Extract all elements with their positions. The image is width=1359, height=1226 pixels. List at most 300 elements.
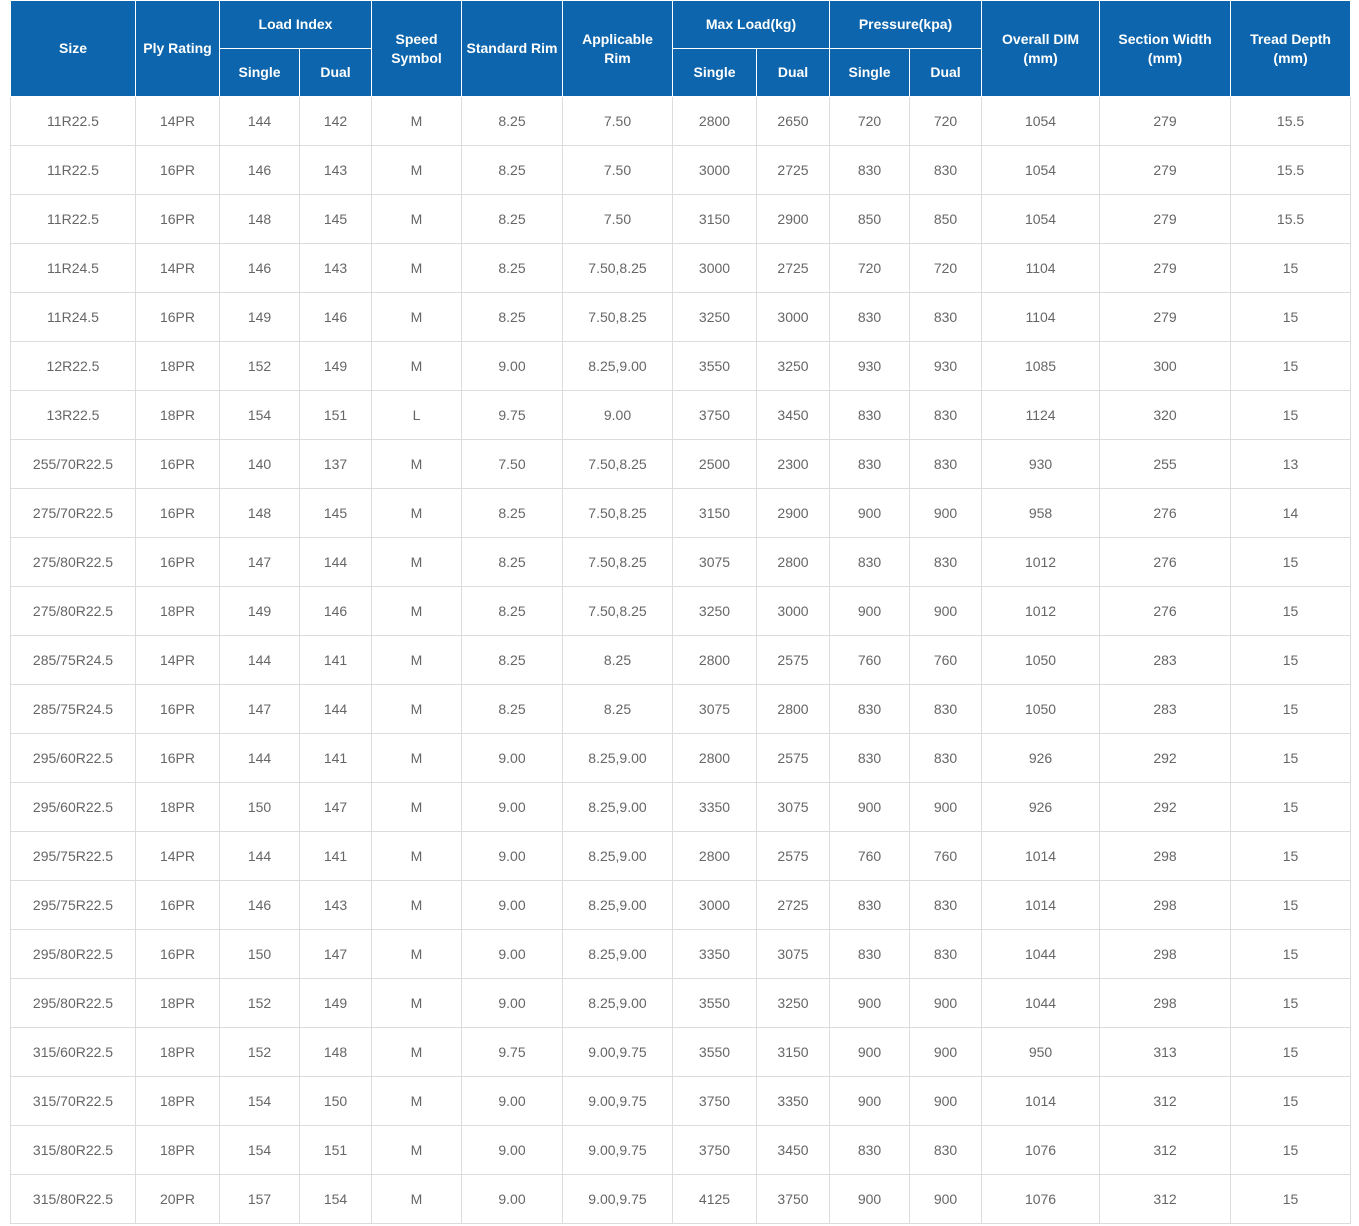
- cell-max-load-dual: 2725: [757, 146, 830, 195]
- cell-section-width: 279: [1100, 244, 1231, 293]
- cell-size: 315/70R22.5: [11, 1077, 136, 1126]
- table-row: [11, 342, 1351, 391]
- table-row: [11, 1126, 1351, 1175]
- cell-load-index-dual: 145: [300, 195, 372, 244]
- cell-load-index-single: 154: [220, 391, 300, 440]
- cell-overall-dim: 1014: [982, 881, 1100, 930]
- cell-pressure-dual: 900: [910, 1077, 982, 1126]
- cell-pressure-dual: 900: [910, 489, 982, 538]
- cell-load-index-dual: 147: [300, 783, 372, 832]
- table-row: [11, 293, 1351, 342]
- cell-applicable-rim: 7.50,8.25: [563, 293, 673, 342]
- cell-standard-rim: 7.50: [462, 440, 563, 489]
- cell-standard-rim: 9.00: [462, 1077, 563, 1126]
- cell-overall-dim: 1014: [982, 832, 1100, 881]
- cell-section-width: 279: [1100, 293, 1231, 342]
- cell-pressure-dual: 900: [910, 1175, 982, 1224]
- cell-applicable-rim: 8.25,9.00: [563, 832, 673, 881]
- cell-speed-symbol: M: [372, 636, 462, 685]
- cell-load-index-single: 144: [220, 97, 300, 146]
- table-row: [11, 783, 1351, 832]
- cell-ply-rating: 16PR: [136, 930, 220, 979]
- cell-load-index-single: 147: [220, 685, 300, 734]
- cell-pressure-dual: 720: [910, 244, 982, 293]
- cell-ply-rating: 16PR: [136, 440, 220, 489]
- cell-speed-symbol: M: [372, 538, 462, 587]
- cell-max-load-single: 3750: [673, 1077, 757, 1126]
- cell-speed-symbol: M: [372, 685, 462, 734]
- cell-pressure-single: 760: [830, 636, 910, 685]
- cell-max-load-dual: 3075: [757, 783, 830, 832]
- cell-section-width: 312: [1100, 1077, 1231, 1126]
- cell-applicable-rim: 8.25,9.00: [563, 783, 673, 832]
- cell-tread-depth: 13: [1231, 440, 1351, 489]
- cell-tread-depth: 15: [1231, 587, 1351, 636]
- cell-pressure-dual: 830: [910, 440, 982, 489]
- cell-tread-depth: 15.5: [1231, 97, 1351, 146]
- cell-ply-rating: 16PR: [136, 685, 220, 734]
- cell-max-load-single: 4125: [673, 1175, 757, 1224]
- cell-size: 315/80R22.5: [11, 1126, 136, 1175]
- cell-max-load-single: 3250: [673, 587, 757, 636]
- cell-max-load-single: 3750: [673, 391, 757, 440]
- cell-speed-symbol: M: [372, 293, 462, 342]
- cell-size: 275/80R22.5: [11, 538, 136, 587]
- cell-max-load-single: 3000: [673, 146, 757, 195]
- cell-overall-dim: 1104: [982, 244, 1100, 293]
- cell-load-index-single: 149: [220, 293, 300, 342]
- cell-max-load-dual: 2800: [757, 538, 830, 587]
- cell-ply-rating: 16PR: [136, 489, 220, 538]
- cell-size: 11R24.5: [11, 293, 136, 342]
- cell-size: 295/80R22.5: [11, 930, 136, 979]
- cell-ply-rating: 14PR: [136, 97, 220, 146]
- cell-section-width: 292: [1100, 783, 1231, 832]
- cell-speed-symbol: M: [372, 440, 462, 489]
- cell-overall-dim: 1054: [982, 195, 1100, 244]
- cell-max-load-single: 3350: [673, 930, 757, 979]
- cell-pressure-dual: 720: [910, 97, 982, 146]
- cell-size: 295/60R22.5: [11, 783, 136, 832]
- cell-pressure-dual: 830: [910, 538, 982, 587]
- cell-pressure-single: 830: [830, 293, 910, 342]
- cell-tread-depth: 15: [1231, 685, 1351, 734]
- cell-tread-depth: 15: [1231, 1126, 1351, 1175]
- cell-max-load-single: 3075: [673, 685, 757, 734]
- cell-max-load-dual: 2900: [757, 195, 830, 244]
- cell-size: 295/80R22.5: [11, 979, 136, 1028]
- cell-applicable-rim: 7.50,8.25: [563, 489, 673, 538]
- cell-pressure-single: 900: [830, 489, 910, 538]
- cell-pressure-dual: 900: [910, 587, 982, 636]
- cell-max-load-single: 3000: [673, 881, 757, 930]
- header-max-load: Max Load(kg): [673, 1, 830, 49]
- table-row: [11, 391, 1351, 440]
- cell-load-index-single: 148: [220, 489, 300, 538]
- cell-pressure-single: 830: [830, 930, 910, 979]
- cell-pressure-dual: 830: [910, 293, 982, 342]
- cell-standard-rim: 8.25: [462, 636, 563, 685]
- cell-max-load-dual: 3450: [757, 391, 830, 440]
- cell-pressure-dual: 760: [910, 832, 982, 881]
- cell-pressure-dual: 830: [910, 1126, 982, 1175]
- cell-max-load-single: 2800: [673, 734, 757, 783]
- cell-load-index-dual: 144: [300, 685, 372, 734]
- cell-section-width: 313: [1100, 1028, 1231, 1077]
- table-row: [11, 1175, 1351, 1224]
- cell-max-load-single: 3550: [673, 1028, 757, 1077]
- cell-size: 315/80R22.5: [11, 1175, 136, 1224]
- table-row: [11, 1028, 1351, 1077]
- cell-load-index-single: 144: [220, 734, 300, 783]
- cell-size: 11R22.5: [11, 146, 136, 195]
- cell-standard-rim: 8.25: [462, 293, 563, 342]
- cell-load-index-dual: 143: [300, 881, 372, 930]
- cell-overall-dim: 1104: [982, 293, 1100, 342]
- cell-standard-rim: 9.00: [462, 734, 563, 783]
- cell-max-load-single: 3550: [673, 342, 757, 391]
- cell-standard-rim: 8.25: [462, 97, 563, 146]
- table-body: [11, 97, 1351, 1224]
- cell-pressure-single: 900: [830, 783, 910, 832]
- cell-max-load-single: 3250: [673, 293, 757, 342]
- cell-standard-rim: 9.00: [462, 979, 563, 1028]
- cell-applicable-rim: 8.25,9.00: [563, 734, 673, 783]
- cell-max-load-dual: 3075: [757, 930, 830, 979]
- cell-tread-depth: 15: [1231, 930, 1351, 979]
- cell-ply-rating: 20PR: [136, 1175, 220, 1224]
- cell-applicable-rim: 7.50,8.25: [563, 244, 673, 293]
- cell-applicable-rim: 8.25,9.00: [563, 979, 673, 1028]
- cell-ply-rating: 18PR: [136, 342, 220, 391]
- cell-tread-depth: 15: [1231, 1175, 1351, 1224]
- header-pressure-single: Single: [830, 49, 910, 97]
- cell-pressure-dual: 930: [910, 342, 982, 391]
- cell-section-width: 298: [1100, 930, 1231, 979]
- cell-section-width: 276: [1100, 587, 1231, 636]
- cell-pressure-single: 720: [830, 97, 910, 146]
- cell-speed-symbol: M: [372, 979, 462, 1028]
- cell-overall-dim: 1054: [982, 146, 1100, 195]
- cell-applicable-rim: 8.25,9.00: [563, 342, 673, 391]
- cell-max-load-dual: 2725: [757, 244, 830, 293]
- cell-tread-depth: 15: [1231, 979, 1351, 1028]
- cell-section-width: 320: [1100, 391, 1231, 440]
- cell-standard-rim: 9.75: [462, 1028, 563, 1077]
- cell-load-index-dual: 146: [300, 293, 372, 342]
- cell-standard-rim: 8.25: [462, 244, 563, 293]
- cell-max-load-dual: 2575: [757, 734, 830, 783]
- cell-ply-rating: 18PR: [136, 1077, 220, 1126]
- cell-standard-rim: 8.25: [462, 489, 563, 538]
- cell-applicable-rim: 7.50,8.25: [563, 538, 673, 587]
- cell-speed-symbol: M: [372, 146, 462, 195]
- cell-load-index-dual: 143: [300, 244, 372, 293]
- cell-applicable-rim: 7.50: [563, 195, 673, 244]
- cell-load-index-single: 154: [220, 1126, 300, 1175]
- cell-section-width: 312: [1100, 1175, 1231, 1224]
- cell-pressure-single: 900: [830, 979, 910, 1028]
- cell-pressure-single: 830: [830, 391, 910, 440]
- cell-max-load-single: 2500: [673, 440, 757, 489]
- cell-pressure-dual: 830: [910, 881, 982, 930]
- cell-ply-rating: 16PR: [136, 293, 220, 342]
- header-size: Size: [11, 1, 136, 97]
- cell-ply-rating: 18PR: [136, 391, 220, 440]
- cell-applicable-rim: 8.25: [563, 636, 673, 685]
- cell-pressure-single: 900: [830, 1077, 910, 1126]
- cell-tread-depth: 15: [1231, 881, 1351, 930]
- cell-section-width: 283: [1100, 685, 1231, 734]
- cell-section-width: 298: [1100, 832, 1231, 881]
- cell-pressure-single: 760: [830, 832, 910, 881]
- cell-pressure-single: 830: [830, 685, 910, 734]
- cell-section-width: 298: [1100, 979, 1231, 1028]
- cell-load-index-dual: 149: [300, 979, 372, 1028]
- cell-standard-rim: 9.00: [462, 930, 563, 979]
- cell-overall-dim: 1044: [982, 979, 1100, 1028]
- cell-section-width: 276: [1100, 489, 1231, 538]
- cell-speed-symbol: M: [372, 783, 462, 832]
- header-pressure: Pressure(kpa): [830, 1, 982, 49]
- cell-tread-depth: 15: [1231, 1077, 1351, 1126]
- cell-section-width: 298: [1100, 881, 1231, 930]
- cell-pressure-dual: 900: [910, 1028, 982, 1077]
- cell-size: 295/75R22.5: [11, 881, 136, 930]
- cell-ply-rating: 16PR: [136, 734, 220, 783]
- cell-ply-rating: 16PR: [136, 881, 220, 930]
- table-header: [11, 1, 1351, 97]
- cell-ply-rating: 18PR: [136, 783, 220, 832]
- header-ply-rating: Ply Rating: [136, 1, 220, 97]
- cell-section-width: 292: [1100, 734, 1231, 783]
- table-row: [11, 538, 1351, 587]
- cell-speed-symbol: M: [372, 489, 462, 538]
- cell-max-load-dual: 2575: [757, 636, 830, 685]
- cell-overall-dim: 930: [982, 440, 1100, 489]
- cell-load-index-single: 157: [220, 1175, 300, 1224]
- cell-section-width: 283: [1100, 636, 1231, 685]
- cell-speed-symbol: M: [372, 195, 462, 244]
- cell-size: 275/80R22.5: [11, 587, 136, 636]
- cell-tread-depth: 15.5: [1231, 146, 1351, 195]
- table-row: [11, 489, 1351, 538]
- cell-max-load-single: 3550: [673, 979, 757, 1028]
- cell-max-load-dual: 2900: [757, 489, 830, 538]
- cell-load-index-dual: 151: [300, 391, 372, 440]
- cell-section-width: 279: [1100, 195, 1231, 244]
- cell-load-index-dual: 154: [300, 1175, 372, 1224]
- cell-pressure-single: 900: [830, 1028, 910, 1077]
- cell-max-load-single: 3350: [673, 783, 757, 832]
- cell-speed-symbol: M: [372, 244, 462, 293]
- cell-pressure-single: 830: [830, 538, 910, 587]
- cell-load-index-single: 152: [220, 342, 300, 391]
- cell-standard-rim: 9.75: [462, 391, 563, 440]
- cell-section-width: 279: [1100, 146, 1231, 195]
- cell-standard-rim: 9.00: [462, 881, 563, 930]
- cell-pressure-single: 830: [830, 146, 910, 195]
- cell-pressure-dual: 830: [910, 391, 982, 440]
- cell-pressure-single: 830: [830, 1126, 910, 1175]
- cell-load-index-dual: 146: [300, 587, 372, 636]
- cell-section-width: 255: [1100, 440, 1231, 489]
- header-standard-rim: Standard Rim: [462, 1, 563, 97]
- tire-spec-table: [10, 0, 1351, 1224]
- cell-load-index-single: 146: [220, 881, 300, 930]
- cell-tread-depth: 15: [1231, 783, 1351, 832]
- cell-size: 11R22.5: [11, 97, 136, 146]
- cell-max-load-single: 2800: [673, 97, 757, 146]
- cell-speed-symbol: M: [372, 1126, 462, 1175]
- cell-max-load-dual: 3750: [757, 1175, 830, 1224]
- cell-overall-dim: 1050: [982, 685, 1100, 734]
- cell-max-load-dual: 2800: [757, 685, 830, 734]
- cell-overall-dim: 950: [982, 1028, 1100, 1077]
- cell-section-width: 300: [1100, 342, 1231, 391]
- header-speed-symbol: Speed Symbol: [372, 1, 462, 97]
- cell-size: 295/60R22.5: [11, 734, 136, 783]
- cell-applicable-rim: 9.00,9.75: [563, 1175, 673, 1224]
- cell-applicable-rim: 8.25,9.00: [563, 930, 673, 979]
- cell-tread-depth: 15: [1231, 342, 1351, 391]
- table-row: [11, 685, 1351, 734]
- cell-speed-symbol: M: [372, 1077, 462, 1126]
- cell-max-load-single: 3150: [673, 195, 757, 244]
- cell-overall-dim: 1054: [982, 97, 1100, 146]
- cell-pressure-single: 930: [830, 342, 910, 391]
- cell-ply-rating: 18PR: [136, 1028, 220, 1077]
- table-row: [11, 244, 1351, 293]
- cell-pressure-dual: 900: [910, 783, 982, 832]
- cell-load-index-single: 144: [220, 636, 300, 685]
- cell-load-index-dual: 150: [300, 1077, 372, 1126]
- cell-pressure-dual: 830: [910, 930, 982, 979]
- cell-size: 315/60R22.5: [11, 1028, 136, 1077]
- cell-ply-rating: 16PR: [136, 195, 220, 244]
- header-pressure-dual: Dual: [910, 49, 982, 97]
- cell-load-index-single: 150: [220, 930, 300, 979]
- cell-overall-dim: 1012: [982, 538, 1100, 587]
- cell-load-index-dual: 141: [300, 832, 372, 881]
- cell-load-index-single: 152: [220, 1028, 300, 1077]
- cell-pressure-dual: 760: [910, 636, 982, 685]
- cell-pressure-single: 850: [830, 195, 910, 244]
- cell-standard-rim: 8.25: [462, 587, 563, 636]
- cell-size: 11R24.5: [11, 244, 136, 293]
- cell-size: 285/75R24.5: [11, 636, 136, 685]
- cell-overall-dim: 1014: [982, 1077, 1100, 1126]
- cell-pressure-dual: 830: [910, 685, 982, 734]
- table-row: [11, 979, 1351, 1028]
- cell-applicable-rim: 9.00: [563, 391, 673, 440]
- cell-load-index-dual: 137: [300, 440, 372, 489]
- cell-load-index-dual: 151: [300, 1126, 372, 1175]
- cell-speed-symbol: M: [372, 930, 462, 979]
- cell-applicable-rim: 8.25,9.00: [563, 881, 673, 930]
- cell-tread-depth: 15.5: [1231, 195, 1351, 244]
- cell-overall-dim: 1076: [982, 1126, 1100, 1175]
- cell-max-load-dual: 2650: [757, 97, 830, 146]
- cell-load-index-dual: 149: [300, 342, 372, 391]
- header-applicable-rim: Applicable Rim: [563, 1, 673, 97]
- cell-ply-rating: 14PR: [136, 636, 220, 685]
- header-load-index-single: Single: [220, 49, 300, 97]
- cell-speed-symbol: M: [372, 342, 462, 391]
- table-row: [11, 930, 1351, 979]
- table-row: [11, 146, 1351, 195]
- cell-overall-dim: 926: [982, 734, 1100, 783]
- cell-size: 13R22.5: [11, 391, 136, 440]
- cell-standard-rim: 9.00: [462, 342, 563, 391]
- cell-applicable-rim: 9.00,9.75: [563, 1126, 673, 1175]
- cell-load-index-single: 140: [220, 440, 300, 489]
- cell-max-load-dual: 3250: [757, 979, 830, 1028]
- header-section-width: Section Width (mm): [1100, 1, 1231, 97]
- cell-max-load-dual: 3450: [757, 1126, 830, 1175]
- cell-max-load-dual: 2300: [757, 440, 830, 489]
- cell-load-index-single: 146: [220, 146, 300, 195]
- cell-load-index-dual: 143: [300, 146, 372, 195]
- cell-standard-rim: 8.25: [462, 146, 563, 195]
- cell-ply-rating: 16PR: [136, 538, 220, 587]
- cell-applicable-rim: 7.50: [563, 97, 673, 146]
- cell-tread-depth: 15: [1231, 538, 1351, 587]
- header-tread-depth: Tread Depth (mm): [1231, 1, 1351, 97]
- cell-overall-dim: 958: [982, 489, 1100, 538]
- cell-pressure-dual: 850: [910, 195, 982, 244]
- cell-tread-depth: 15: [1231, 1028, 1351, 1077]
- table-row: [11, 734, 1351, 783]
- cell-load-index-dual: 147: [300, 930, 372, 979]
- cell-pressure-dual: 830: [910, 734, 982, 783]
- cell-load-index-single: 146: [220, 244, 300, 293]
- cell-applicable-rim: 9.00,9.75: [563, 1028, 673, 1077]
- cell-overall-dim: 1050: [982, 636, 1100, 685]
- cell-section-width: 276: [1100, 538, 1231, 587]
- header-max-load-single: Single: [673, 49, 757, 97]
- cell-max-load-single: 3075: [673, 538, 757, 587]
- cell-standard-rim: 8.25: [462, 195, 563, 244]
- cell-load-index-dual: 141: [300, 636, 372, 685]
- table-row: [11, 440, 1351, 489]
- cell-overall-dim: 926: [982, 783, 1100, 832]
- cell-load-index-single: 144: [220, 832, 300, 881]
- cell-pressure-single: 900: [830, 1175, 910, 1224]
- cell-ply-rating: 14PR: [136, 832, 220, 881]
- cell-section-width: 312: [1100, 1126, 1231, 1175]
- cell-speed-symbol: M: [372, 97, 462, 146]
- cell-size: 295/75R22.5: [11, 832, 136, 881]
- table-row: [11, 195, 1351, 244]
- header-load-index-dual: Dual: [300, 49, 372, 97]
- cell-overall-dim: 1012: [982, 587, 1100, 636]
- cell-load-index-dual: 148: [300, 1028, 372, 1077]
- cell-load-index-single: 154: [220, 1077, 300, 1126]
- table-row: [11, 1077, 1351, 1126]
- cell-standard-rim: 8.25: [462, 685, 563, 734]
- cell-speed-symbol: M: [372, 1175, 462, 1224]
- cell-max-load-single: 3000: [673, 244, 757, 293]
- cell-ply-rating: 18PR: [136, 979, 220, 1028]
- cell-applicable-rim: 8.25: [563, 685, 673, 734]
- cell-pressure-single: 900: [830, 587, 910, 636]
- cell-load-index-single: 152: [220, 979, 300, 1028]
- cell-size: 11R22.5: [11, 195, 136, 244]
- cell-max-load-single: 2800: [673, 832, 757, 881]
- cell-max-load-dual: 2725: [757, 881, 830, 930]
- header-max-load-dual: Dual: [757, 49, 830, 97]
